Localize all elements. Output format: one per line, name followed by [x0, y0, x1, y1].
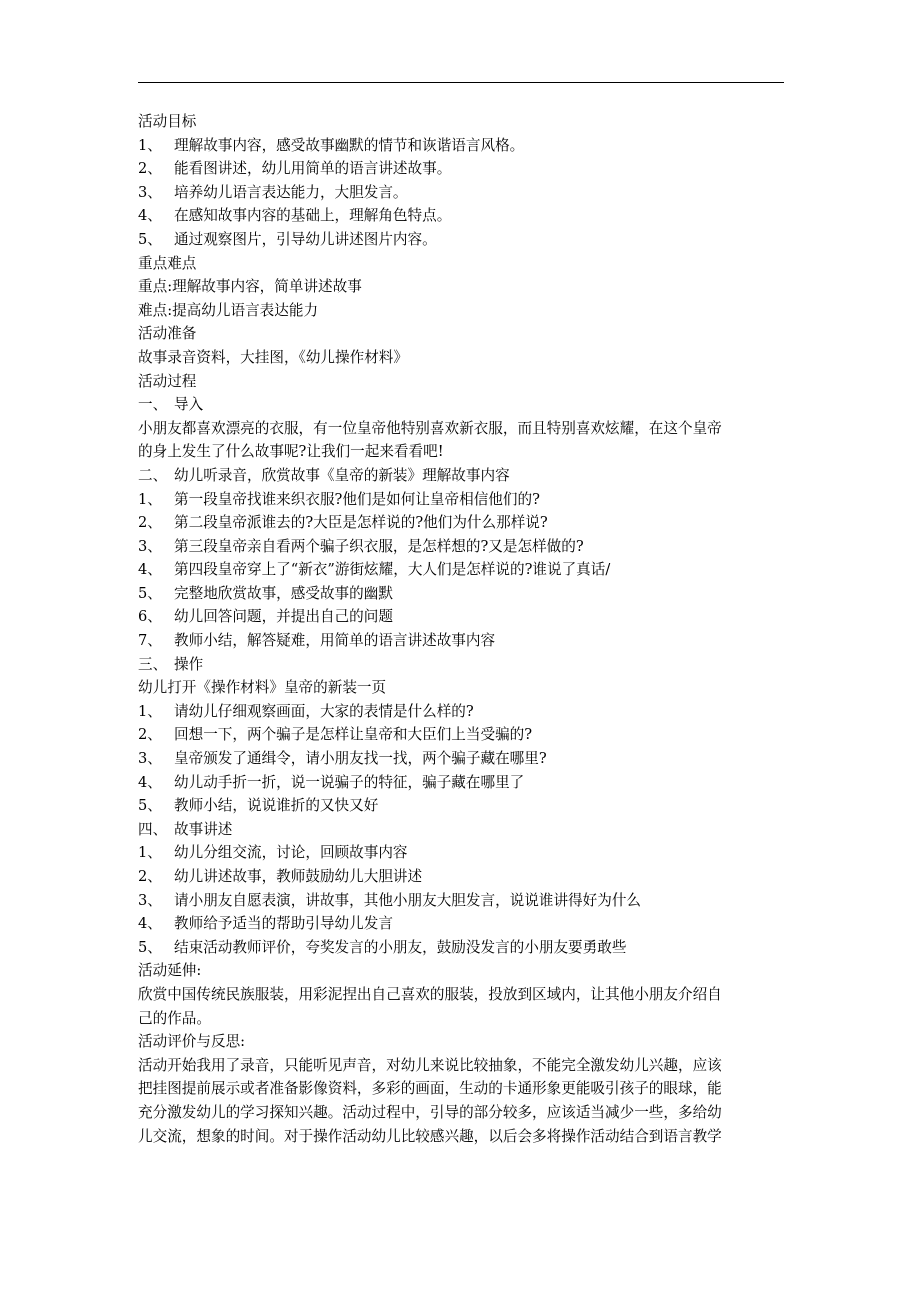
goal-item: 3、 培养幼儿语言表达能力，大胆发言。 [138, 183, 408, 201]
list-item: 6、 幼儿回答问题，并提出自己的问题 [138, 608, 393, 626]
list-item: 5、 结束活动教师评价，夸奖发言的小朋友，鼓励没发言的小朋友要勇敢些 [138, 938, 627, 956]
goal-item: 5、 通过观察图片，引导幼儿讲述图片内容。 [138, 230, 437, 248]
preparation-text: 故事录音资料，大挂图，《幼儿操作材料》 [138, 348, 408, 366]
paragraph-line: 的身上发生了什么故事呢?让我们一起来看看吧! [138, 443, 444, 461]
process-step-heading: 二、 幼儿听录音，欣赏故事《皇帝的新装》理解故事内容 [138, 466, 510, 484]
list-item: 1、 请幼儿仔细观察画面，大家的表情是什么样的? [138, 702, 474, 720]
paragraph-line: 活动开始我用了录音，只能听见声音，对幼儿来说比较抽象，不能完全激发幼儿兴趣，应该 [138, 1056, 722, 1074]
paragraph-line: 充分激发幼儿的学习探知兴趣。活动过程中，引导的部分较多，应该适当减少一些，多给幼 [138, 1103, 722, 1121]
list-item: 7、 教师小结，解答疑难，用简单的语言讲述故事内容 [138, 632, 496, 650]
paragraph-line: 欣赏中国传统民族服装，用彩泥捏出自己喜欢的服装，投放到区域内，让其他小朋友介绍自 [138, 985, 722, 1003]
key-point-text: 重点:理解故事内容，简单讲述故事 [138, 278, 362, 296]
section-title-key-points: 重点难点 [138, 254, 197, 272]
list-item: 1、 第一段皇帝找谁来织衣服?他们是如何让皇帝相信他们的? [138, 490, 540, 508]
list-item: 2、 回想一下，两个骗子是怎样让皇帝和大臣们上当受骗的? [138, 726, 533, 744]
goal-item: 4、 在感知故事内容的基础上，理解角色特点。 [138, 207, 452, 225]
goal-item: 2、 能看图讲述，幼儿用简单的语言讲述故事。 [138, 160, 452, 178]
paragraph-line: 小朋友都喜欢漂亮的衣服，有一位皇帝他特别喜欢新衣服，而且特别喜欢炫耀，在这个皇帝 [138, 419, 722, 437]
section-title-preparation: 活动准备 [138, 325, 197, 343]
list-item: 4、 教师给予适当的帮助引导幼儿发言 [138, 915, 393, 933]
goal-item: 1、 理解故事内容，感受故事幽默的情节和诙谐语言风格。 [138, 136, 525, 154]
list-item: 5、 教师小结，说说谁折的又快又好 [138, 797, 379, 815]
list-item: 3、 请小朋友自愿表演，讲故事，其他小朋友大胆发言，说说谁讲得好为什么 [138, 891, 642, 909]
document-body [138, 110, 784, 1148]
process-step-heading: 一、 导入 [138, 396, 204, 414]
list-item: 2、 第二段皇帝派谁去的?大臣是怎样说的?他们为什么那样说? [138, 514, 548, 532]
paragraph-line: 幼儿打开《操作材料》皇帝的新装一页 [138, 679, 387, 697]
process-step-heading: 四、 故事讲述 [138, 820, 233, 838]
list-item: 5、 完整地欣赏故事，感受故事的幽默 [138, 584, 393, 602]
process-step-heading: 三、 操作 [138, 655, 204, 673]
difficult-point-text: 难点:提高幼儿语言表达能力 [138, 301, 319, 319]
section-title-evaluation: 活动评价与反思: [138, 1033, 246, 1051]
paragraph-line: 儿交流，想象的时间。对于操作活动幼儿比较感兴趣，以后会多将操作活动结合到语言教学 [138, 1127, 722, 1145]
list-item: 2、 幼儿讲述故事，教师鼓励幼儿大胆讲述 [138, 868, 423, 885]
header-rule [138, 82, 784, 83]
section-title-goals: 活动目标 [138, 113, 197, 130]
list-item: 4、 第四段皇帝穿上了“新衣”游街炫耀，大人们是怎样说的?谁说了真话/ [138, 561, 611, 579]
list-item: 3、 皇帝颁发了通缉令，请小朋友找一找，两个骗子藏在哪里? [138, 750, 547, 768]
paragraph-line: 己的作品。 [138, 1009, 211, 1027]
list-item: 1、 幼儿分组交流，讨论，回顾故事内容 [138, 844, 408, 862]
section-title-process: 活动过程 [138, 372, 197, 390]
paragraph-line: 把挂图提前展示或者准备影像资料，多彩的画面，生动的卡通形象更能吸引孩子的眼球，能 [138, 1080, 722, 1098]
list-item: 4、 幼儿动手折一折，说一说骗子的特征，骗子藏在哪里了 [138, 773, 525, 791]
section-title-extension: 活动延伸: [138, 962, 202, 980]
list-item: 3、 第三段皇帝亲自看两个骗子织衣服，是怎样想的?又是怎样做的? [138, 537, 584, 555]
